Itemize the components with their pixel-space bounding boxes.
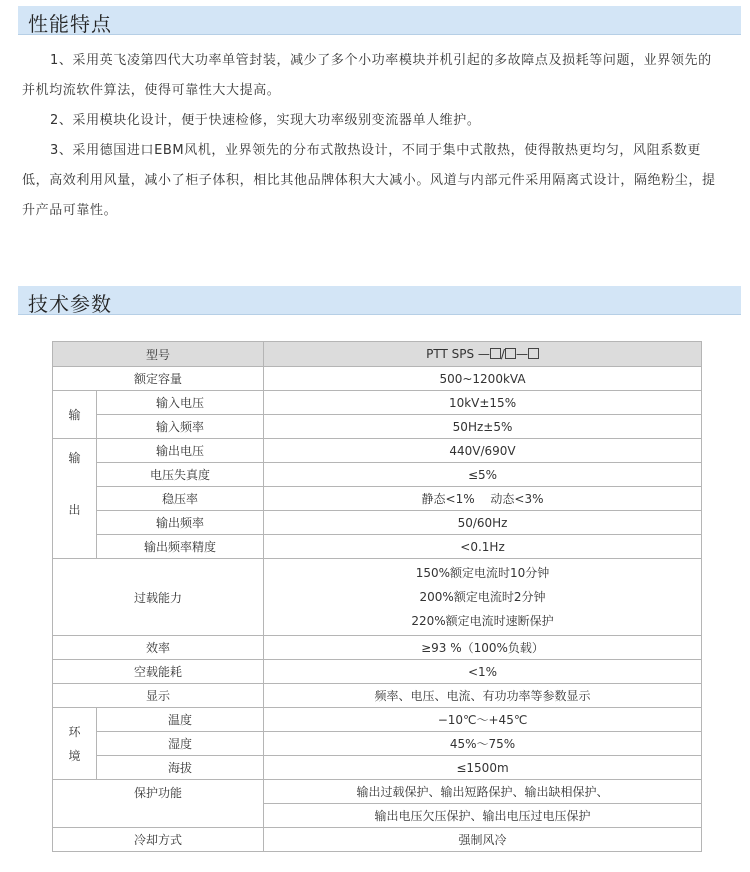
table-row	[53, 487, 702, 511]
altitude-label: 海拔	[97, 756, 264, 780]
table-row	[53, 636, 702, 660]
placeholder-box-icon	[490, 348, 501, 359]
model-sep-3: —	[515, 347, 528, 361]
input-frequency-value: 50Hz±5%	[264, 415, 702, 439]
output-frequency-value: 50/60Hz	[264, 511, 702, 535]
feature-paragraph-2: 2、采用模块化设计，便于快速检修，实现大功率级别变流器单人维护。	[50, 113, 481, 128]
table-row	[53, 684, 702, 708]
output-group-char-1: 输	[68, 451, 81, 465]
cooling-value: 强制风冷	[264, 828, 702, 852]
features-section-header	[18, 6, 741, 35]
altitude-value: ≤1500m	[264, 756, 702, 780]
overload-label: 过载能力	[53, 559, 264, 636]
model-sep-2: /	[500, 347, 505, 361]
overload-values	[264, 559, 702, 636]
table-row	[53, 756, 702, 780]
protection-value-2: 输出电压欠压保护、输出电压过电压保护	[264, 804, 702, 828]
environment-group-label	[53, 708, 97, 780]
table-row	[53, 511, 702, 535]
overload-value-1: 150%额定电流时10分钟	[415, 566, 550, 580]
protection-value-1: 输出过载保护、输出短路保护、输出缺相保护、	[264, 780, 702, 804]
temperature-label: 温度	[97, 708, 264, 732]
input-frequency-label: 输入频率	[97, 415, 264, 439]
placeholder-box-icon	[505, 348, 516, 359]
feature-paragraph-3: 3、采用德国进口EBM风机，业界领先的分布式散热设计，不同于集中式散热，使得散热更均匀，风阻系数更低，高效利用风量，减小了柜子体积，相比其他品牌体积大大减小。风道与内部元件采用隔离式设计，隔绝粉尘，提升产品可靠性。	[22, 143, 716, 218]
input-voltage-value: 10kV±15%	[264, 391, 702, 415]
table-row	[53, 780, 702, 804]
regulation-value: 静态<1% 动态<3%	[264, 487, 702, 511]
table-row	[53, 708, 702, 732]
display-value: 频率、电压、电流、有功功率等参数显示	[264, 684, 702, 708]
input-voltage-label: 输入电压	[97, 391, 264, 415]
output-group-char-2: 出	[68, 503, 81, 517]
output-frequency-label: 输出频率	[97, 511, 264, 535]
table-row	[53, 463, 702, 487]
model-value	[264, 342, 702, 367]
table-row	[53, 732, 702, 756]
voltage-distortion-label: 电压失真度	[97, 463, 264, 487]
spec-table	[52, 341, 702, 852]
humidity-value: 45%～75%	[264, 732, 702, 756]
capacity-label: 额定容量	[53, 367, 264, 391]
noload-value: <1%	[264, 660, 702, 684]
efficiency-value: ≥93 %（100%负载）	[264, 636, 702, 660]
environment-group-char-1: 环	[68, 724, 81, 739]
input-group-char-1: 输	[68, 407, 81, 422]
table-row	[53, 828, 702, 852]
efficiency-label: 效率	[53, 636, 264, 660]
display-label: 显示	[53, 684, 264, 708]
regulation-label: 稳压率	[97, 487, 264, 511]
humidity-label: 湿度	[97, 732, 264, 756]
specs-title: 技术参数	[28, 292, 112, 316]
table-row	[53, 439, 702, 463]
output-voltage-label: 输出电压	[97, 439, 264, 463]
frequency-accuracy-label: 输出频率精度	[97, 535, 264, 559]
input-group-label	[53, 391, 97, 439]
table-row	[53, 391, 702, 415]
cooling-label: 冷却方式	[53, 828, 264, 852]
capacity-value: 500~1200kVA	[264, 367, 702, 391]
table-row	[53, 342, 702, 367]
voltage-distortion-value: ≤5%	[264, 463, 702, 487]
table-row	[53, 660, 702, 684]
environment-group-char-2: 境	[68, 748, 81, 763]
table-row	[53, 559, 702, 636]
output-group-label	[53, 439, 97, 559]
frequency-accuracy-value: <0.1Hz	[264, 535, 702, 559]
specs-section-header	[18, 286, 741, 315]
protection-label: 保护功能	[53, 780, 264, 828]
overload-value-2: 200%额定电流时2分钟	[419, 590, 546, 604]
table-row	[53, 535, 702, 559]
table-row	[53, 367, 702, 391]
table-row	[53, 415, 702, 439]
model-sep-1: —	[477, 347, 490, 361]
output-voltage-value: 440V/690V	[264, 439, 702, 463]
feature-paragraph-1: 1、采用英飞凌第四代大功率单管封装，减少了多个小功率模块并机引起的多故障点及损耗等问题，业界领先的并机均流软件算法，使得可靠性大大提高。	[22, 53, 712, 98]
temperature-value: −10℃～+45℃	[264, 708, 702, 732]
model-label: 型号	[53, 342, 264, 367]
overload-value-3: 220%额定电流时速断保护	[411, 614, 554, 628]
features-title: 性能特点	[28, 12, 112, 36]
model-prefix: PTT SPS	[426, 347, 478, 361]
placeholder-box-icon	[528, 348, 539, 359]
noload-label: 空载能耗	[53, 660, 264, 684]
